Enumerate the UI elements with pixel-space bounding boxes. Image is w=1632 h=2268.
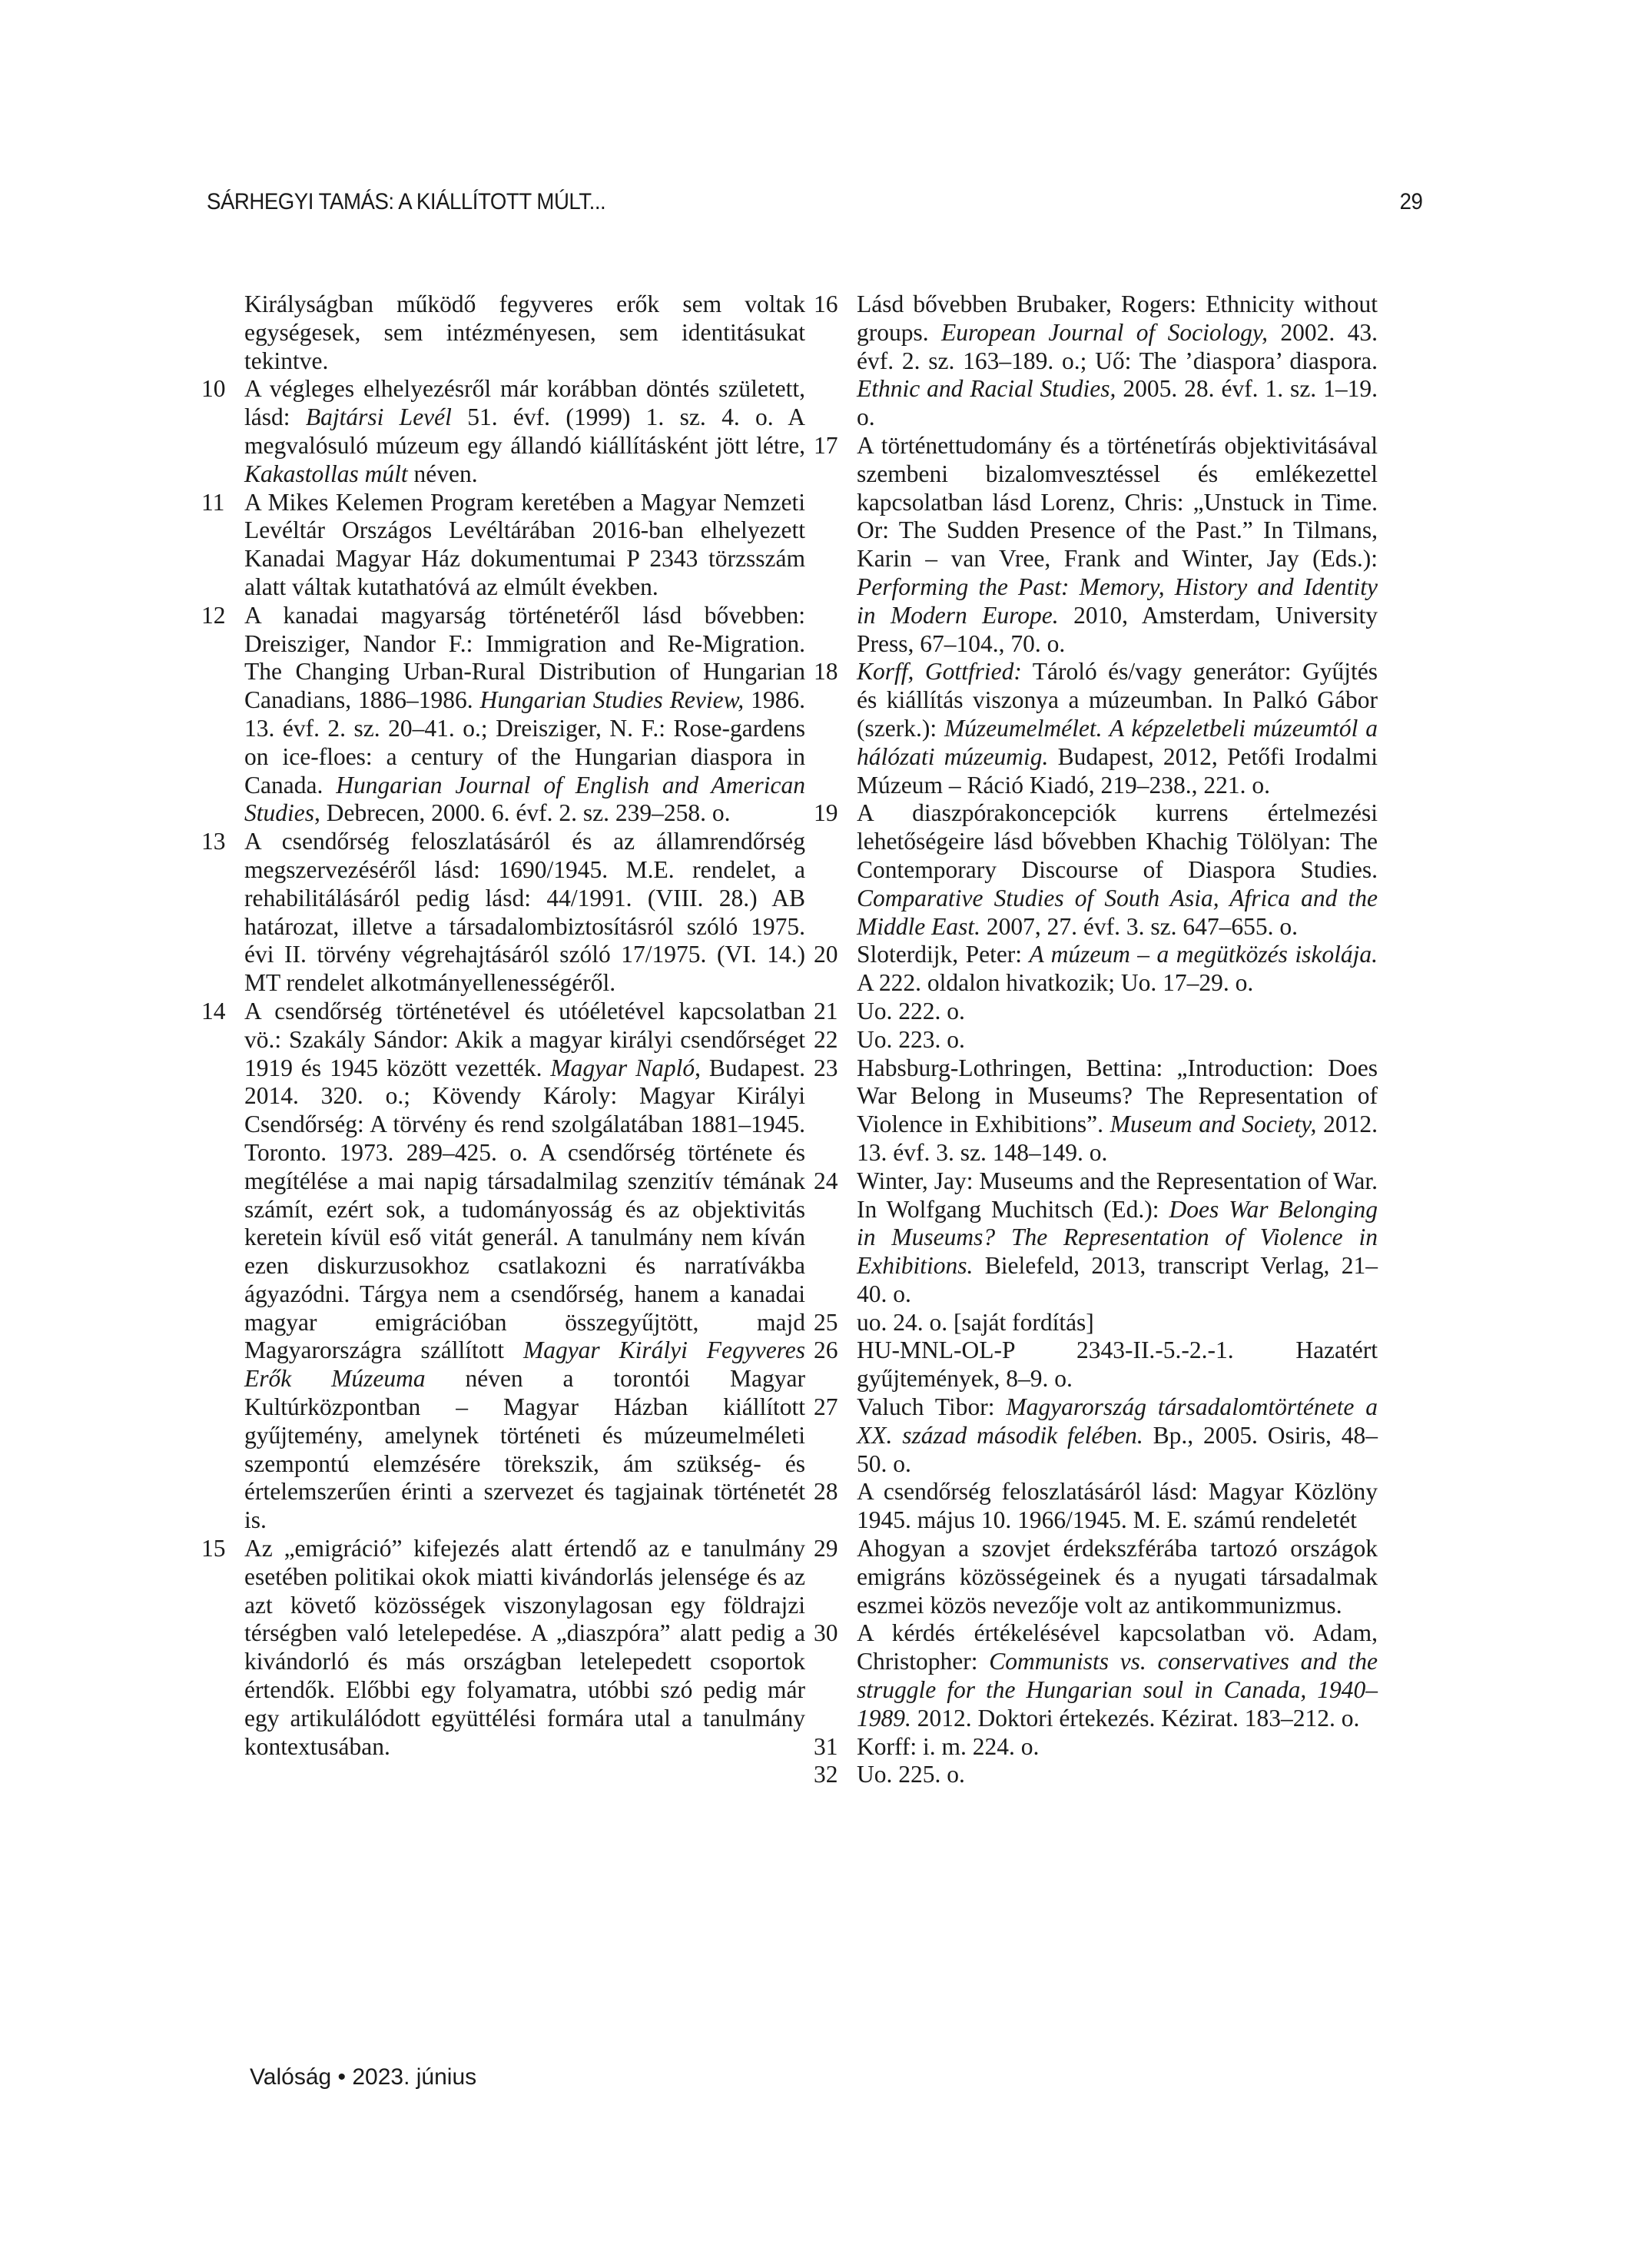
footnote-text	[857, 1733, 1378, 1762]
footnote	[814, 658, 1378, 799]
footnote-number: 30	[814, 1619, 838, 1647]
italic-title: Communists vs. conservatives and the struggle for the Hungarian soul in Canada, 1940–1989.	[857, 1648, 1378, 1732]
footnote-text	[857, 1054, 1378, 1167]
footnote-number: 29	[814, 1535, 838, 1562]
italic-title: Magyar Napló	[550, 1054, 695, 1081]
footnote-text	[857, 1535, 1378, 1619]
page-footer	[250, 2064, 476, 2090]
footnote-text	[857, 658, 1378, 799]
footnote-text	[857, 1761, 1378, 1789]
text-run: 2010, Amsterdam, University Press, 67–104., 70. o.	[857, 601, 1378, 657]
footnote-number: 11	[201, 488, 225, 516]
footnote	[201, 375, 805, 488]
text-run: Uo. 223. o.	[857, 1025, 965, 1053]
footnote	[201, 828, 805, 998]
italic-title: Hungarian Journal of English and American Studies	[244, 771, 805, 827]
footnote	[201, 997, 806, 1535]
footnote	[814, 1337, 1378, 1393]
text-run: Lásd bővebben Brubaker, Rogers: Ethnicity without groups.	[857, 291, 1378, 346]
footnote-number: 12	[201, 601, 226, 629]
text-run: A végleges elhelyezésről már korábban döntés született, lásd:	[244, 375, 805, 431]
text-run: 2012. Doktori értekezés. Kézirat. 183–212. o.	[911, 1704, 1360, 1732]
footnote-text	[857, 1337, 1378, 1393]
footnote	[814, 1478, 1378, 1535]
text-run: , Budapest. 2014. 320. o.; Kövendy Károly: Magyar Királyi Csendőrség: A törvény és rend szolgálatában 1881–1945. Toronto. 1973. 289–425. o. A csendőrség története és megítélése a mai napig társadalmilag szenzitív témának számít, ezért sok, a tudományosság és az objektivitás keretein kívül eső vitát generál. A tanulmány nem kíván ezen diskurzusokhoz csatlakozni és narratívákba ágyazódni. Tárgya nem a csendőrség, hanem a kanadai magyar emigrációban összegyűjtött, majd Magyarországra szállított	[244, 1054, 806, 1364]
italic-title: Does War Belonging in Museums? The Representation of Violence in Exhibitions.	[857, 1195, 1378, 1280]
footnote-number: 24	[814, 1167, 838, 1194]
footnotes-column-right	[814, 291, 1378, 1789]
text-run: A csendőrség történetével és utóéletével kapcsolatban vö.: Szakály Sándor: Akik a magyar királyi csendőrséget 1919 és 1945 között vezették.	[244, 997, 805, 1081]
italic-title: Korff, Gottfried:	[857, 658, 1022, 686]
footnote-number: 32	[814, 1761, 838, 1788]
footnote-number: 10	[201, 375, 226, 403]
footnote-text	[857, 432, 1378, 658]
text-run: Winter, Jay: Museums and the Representation of War. In Wolfgang Muchitsch (Ed.):	[857, 1167, 1378, 1223]
text-run: néven a torontói Magyar Kultúrközpontban – Magyar Házban kiállított gyűjtemény, amelynek történeti és múzeumelméleti szempontú elemzésére törekszik, ám szükség- és értelemszerűen érinti a szervezet és tagjainak történetét is.	[244, 1365, 805, 1534]
footnote-text	[244, 1535, 805, 1761]
text-run: , Debrecen, 2000. 6. évf. 2. sz. 239–258. o.	[314, 799, 731, 827]
footnote-number: 17	[814, 431, 838, 459]
footnote	[814, 1535, 1378, 1619]
footnote	[814, 1393, 1378, 1478]
text-run: 2012. 13. évf. 3. sz. 148–149. o.	[857, 1111, 1378, 1166]
footnote-text	[857, 1309, 1378, 1337]
italic-title: European Journal of Sociology,	[941, 318, 1269, 346]
text-run: néven.	[407, 460, 478, 487]
footnote-number: 27	[814, 1393, 838, 1421]
footnote-text	[857, 941, 1378, 998]
text-run: uo. 24. o. [saját fordítás]	[857, 1308, 1094, 1336]
footnote-number: 18	[814, 658, 838, 686]
footnote	[201, 601, 805, 828]
footnote-text	[857, 1478, 1378, 1535]
journal-issue: Valóság • 2023. június	[250, 2064, 477, 2090]
text-run: A 222. oldalon hivatkozik; Uo. 17–29. o.	[857, 969, 1254, 997]
italic-title: Performing the Past: Memory, History and Identity in Modern Europe.	[857, 573, 1378, 629]
italic-title: Magyar Királyi Fegyveres Erők Múzeuma	[244, 1337, 806, 1393]
footnote	[814, 998, 1378, 1026]
footnote-text	[857, 1026, 1378, 1054]
text-run: Bielefeld, 2013, transcript Verlag, 21–40. o.	[857, 1252, 1378, 1307]
footnote-text	[244, 602, 805, 828]
text-run: A kérdés értékelésével kapcsolatban vö. Adam, Christopher:	[857, 1619, 1378, 1675]
text-run: 51. évf. (1999) 1. sz. 4. o. A megvalósuló múzeum egy állandó kiállításként jött létre,	[244, 403, 805, 459]
footnote-number: 19	[814, 799, 838, 827]
italic-title: Bajtársi Levél	[305, 403, 452, 431]
text-run: Sloterdijk, Peter:	[857, 941, 1030, 968]
footnote-number: 20	[814, 941, 838, 968]
footnote-number: 23	[814, 1054, 838, 1081]
footnote-number: 26	[814, 1337, 838, 1364]
text-run: Tároló és/vagy generátor: Gyűjtés és kiállítás viszonya a múzeumban. In Palkó Gábor (szerk.):	[857, 658, 1378, 742]
footnote-number: 13	[201, 828, 226, 855]
text-run: Habsburg-Lothringen, Bettina: „Introduction: Does War Belong in Museums? The Representation of Violence in Exhibitions”.	[857, 1054, 1378, 1138]
footnote-number: 31	[814, 1732, 838, 1760]
running-head	[207, 189, 1423, 215]
text-run: 1986. 13. évf. 2. sz. 20–41. o.; Dreisziger, N. F.: Rose-gardens on ice-floes: a century of the Hungarian diaspora in Canada.	[244, 686, 805, 799]
footnote-number: 21	[814, 997, 838, 1024]
footnotes-column-left	[201, 291, 806, 1761]
text-run: 2005. 28. évf. 1. sz. 1–19. o.	[857, 375, 1378, 431]
text-run: 2007, 27. évf. 3. sz. 647–655. o.	[980, 912, 1298, 940]
footnote	[814, 432, 1378, 658]
text-run: A történettudomány és a történetírás objektivitásával szembeni bizalomvesztéssel és emlékezettel kapcsolatban lásd Lorenz, Chris: „Unstuck in Time. Or: The Sudden Presence of the Past.” In Tilmans, Karin – van Vree, Frank and Winter, Jay (Eds.):	[857, 431, 1378, 573]
footnote-text	[857, 1619, 1378, 1732]
footnote-number: 25	[814, 1308, 838, 1336]
footnote-text	[244, 291, 805, 375]
footnote-number: 22	[814, 1025, 838, 1053]
footnote-text	[857, 1167, 1378, 1309]
text-run: Az „emigráció” kifejezés alatt értendő az e tanulmány esetében politikai okok miatti kivándorlás jelensége és az azt követő közösségek viszonylagosan egy földrajzi térségben való letelepedése. A „diaszpóra” alatt pedig a kivándorló és más országban letelepedett csoportok értendők. Előbbi egy folyamatra, utóbbi szó pedig már egy artikulálódott együttélési formára utal a tanulmány kontextusában.	[244, 1535, 805, 1760]
footnote	[244, 291, 805, 375]
footnote-text	[244, 489, 805, 602]
footnote-text	[244, 375, 805, 488]
page-number: 29	[1399, 189, 1423, 214]
text-run: Korff: i. m. 224. o.	[857, 1732, 1040, 1760]
text-run: A csendőrség feloszlatásáról lásd: Magyar Közlöny 1945. május 10. 1966/1945. M. E. számú rendeletét	[857, 1478, 1378, 1534]
footnote	[814, 1733, 1378, 1762]
footnote	[814, 1026, 1378, 1054]
text-run: Budapest, 2012, Petőfi Irodalmi Múzeum – Ráció Kiadó, 219–238., 221. o.	[857, 742, 1378, 799]
footnote-number: 14	[201, 997, 226, 1024]
footnote	[814, 799, 1378, 941]
footnote-text	[857, 291, 1378, 432]
text-run: A diaszpórakoncepciók kurrens értelmezési lehetőségeire lásd bővebben Khachig Tölölyan: The Contemporary Discourse of Diaspora Studies.	[857, 799, 1378, 883]
text-run: A kanadai magyarság történetéről lásd bővebben: Dreisziger, Nandor F.: Immigration and Re-Migration. The Changing Urban-Rural Distribution of Hungarian Canadians, 1886–1986.	[244, 601, 805, 714]
text-run: 2002. 43. évf. 2. sz. 163–189. o.; Uő: The ’diaspora’ diaspora.	[857, 318, 1378, 374]
italic-title: Ethnic and Racial Studies,	[857, 375, 1116, 403]
text-run: Bp., 2005. Osiris, 48–50. o.	[857, 1421, 1378, 1477]
italic-title: Múzeumelmélet. A képzeletbeli múzeumtól a hálózati múzeumig.	[857, 714, 1378, 770]
footnote	[814, 1761, 1378, 1789]
footnote-text	[244, 828, 805, 998]
footnote	[814, 1167, 1378, 1309]
text-run: Uo. 225. o.	[857, 1761, 965, 1788]
text-run: Királyságban működő fegyveres erők sem voltak egységesek, sem intézményesen, sem identitásukat tekintve.	[244, 291, 805, 374]
text-run: Ahogyan a szovjet érdekszférába tartozó országok emigráns közösségeinek és a nyugati társadalmak eszmei közös nevezője volt az antikommunizmus.	[857, 1535, 1378, 1619]
footnote-text	[857, 1393, 1378, 1478]
italic-title: Magyarország társadalomtörténete a XX. század második felében.	[857, 1393, 1378, 1449]
footnote	[814, 941, 1378, 998]
text-run: HU-MNL-OL-P 2343-II.-5.-2.-1. Hazatért gyűjtemények, 8–9. o.	[857, 1337, 1378, 1393]
footnote	[814, 291, 1378, 432]
text-run: A csendőrség feloszlatásáról és az államrendőrség megszervezéséről lásd: 1690/1945. M.E. rendelet, a rehabilitálásáról pedig lásd: 44/1991. (VIII. 28.) AB határozat, illetve a társadalombiztosításról szóló 1975. évi II. törvény végrehajtásáról szóló 17/1975. (VI. 14.) MT rendelet alkotmányellenességéről.	[244, 828, 805, 997]
footnote	[814, 1054, 1378, 1167]
footnote-number: 15	[201, 1535, 226, 1562]
footnote	[814, 1619, 1378, 1732]
footnote-text	[244, 998, 805, 1535]
italic-title: Kakastollas múlt	[244, 460, 408, 487]
text-run: Valuch Tibor:	[857, 1393, 1007, 1421]
running-title: SÁRHEGYI TAMÁS: A KIÁLLÍTOTT MÚLT...	[207, 189, 606, 214]
text-run: Uo. 222. o.	[857, 997, 965, 1024]
italic-title: Museum and Society,	[1110, 1111, 1317, 1138]
italic-title: Comparative Studies of South Asia, Africa and the Middle East.	[857, 884, 1378, 940]
footnote-text	[857, 799, 1378, 941]
footnote-number: 28	[814, 1478, 838, 1506]
italic-title: Hungarian Studies Review,	[479, 686, 745, 714]
text-run: A Mikes Kelemen Program keretében a Magyar Nemzeti Levéltár Országos Levéltárában 2016-ban elhelyezett Kanadai Magyar Ház dokumentumai P 2343 törzsszám alatt váltak kutathatóvá az elmúlt években.	[244, 488, 805, 600]
footnote	[201, 1535, 805, 1761]
footnote-number: 16	[814, 291, 838, 317]
footnote-text	[857, 998, 1378, 1026]
footnote	[201, 488, 805, 602]
italic-title: A múzeum – a megütközés iskolája.	[1029, 941, 1378, 968]
footnote	[814, 1309, 1378, 1337]
